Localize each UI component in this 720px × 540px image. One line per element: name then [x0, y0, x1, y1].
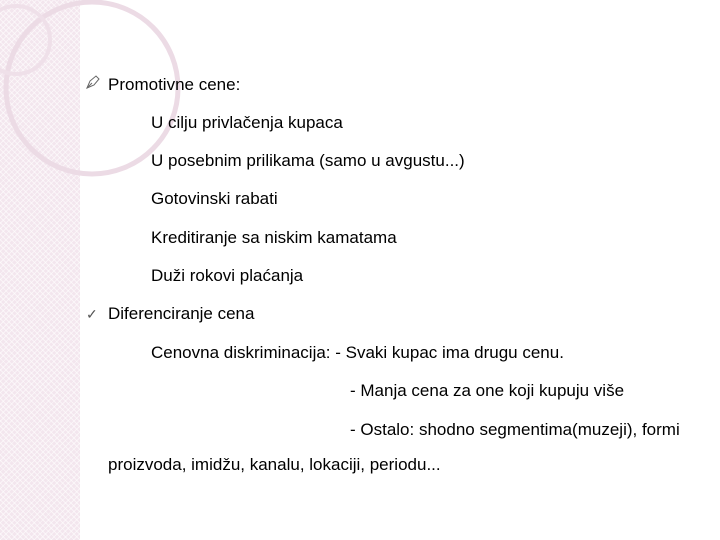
line-cenovna-diskriminacija: Cenovna diskriminacija: - Svaki kupac ima drugu cenu. [151, 343, 564, 362]
sub-item-gotovinski-rabati: Gotovinski rabati [151, 189, 278, 208]
bullet-diferenciranje-cena: Diferenciranje cena [108, 304, 255, 323]
line-ostalo-segmentima: - Ostalo: shodno segmentima(muzeji), formi [350, 420, 680, 439]
pen-nib-icon [86, 75, 100, 95]
line-manja-cena: - Manja cena za one koji kupuju više [350, 381, 625, 400]
sub-item-kreditiranje: Kreditiranje sa niskim kamatama [151, 228, 397, 247]
checkmark-icon: ✓ [86, 306, 98, 322]
sub-item-duzi-rokovi: Duži rokovi plaćanja [151, 266, 304, 285]
decorative-circles [0, 0, 240, 220]
line-proizvoda-imidzu: proizvoda, imidžu, kanalu, lokaciji, periodu... [108, 455, 441, 474]
sub-item-cilju-privlacenja: U cilju privlačenja kupaca [151, 113, 343, 132]
sub-item-posebnim-prilikama: U posebnim prilikama (samo u avgustu...) [151, 151, 465, 170]
bullet-promotivne-cene: Promotivne cene: [108, 75, 241, 94]
